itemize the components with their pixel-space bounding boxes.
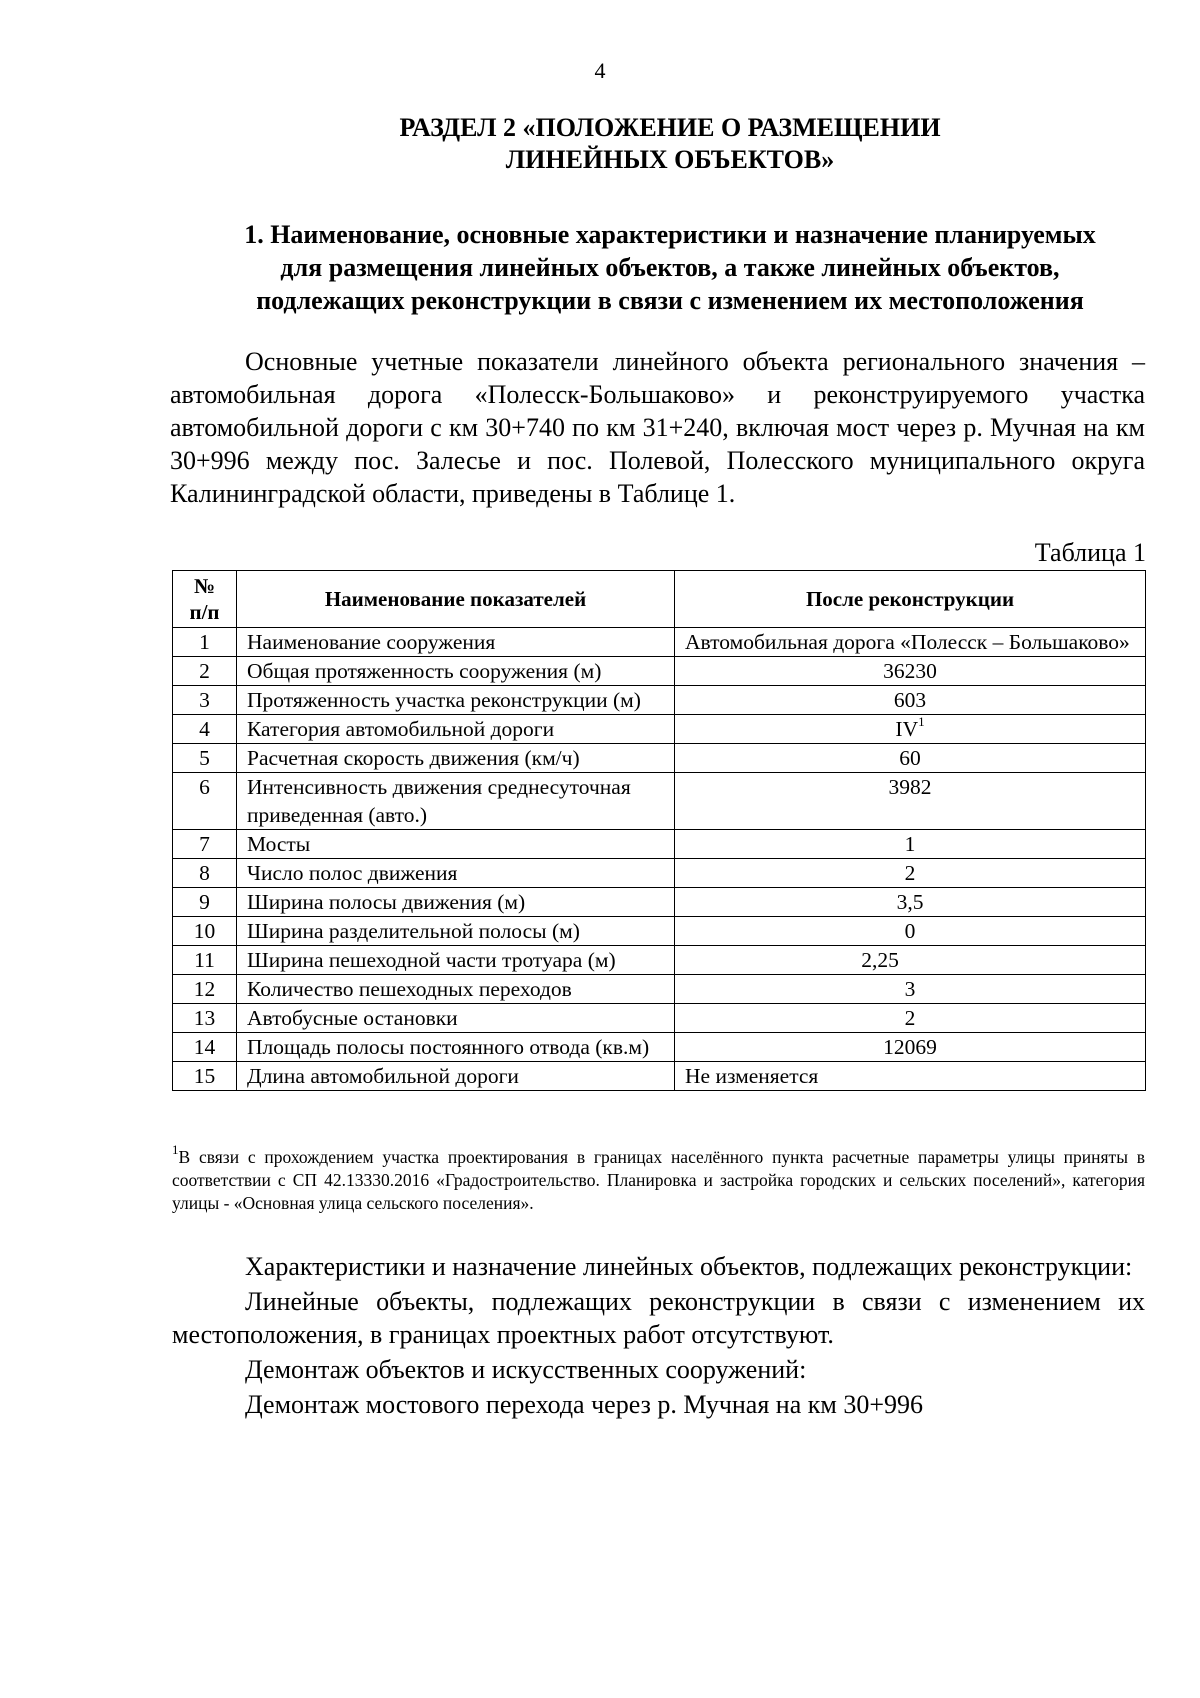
row-name: Длина автомобильной дороги [237, 1062, 675, 1091]
row-number: 9 [173, 888, 237, 917]
row-value-text: IV [895, 717, 919, 741]
header-num-symbol: № [193, 574, 216, 598]
row-number: 12 [173, 975, 237, 1004]
heading-1 [170, 218, 1170, 317]
row-value: 2 [675, 859, 1146, 888]
row-value [675, 715, 1146, 744]
table-row [173, 1033, 1146, 1062]
body-paragraph-3: Демонтаж объектов и искусственных сооружений: [245, 1355, 807, 1384]
page-number: 4 [594, 58, 606, 83]
section-title-line-2: ЛИНЕЙНЫХ ОБЪЕКТОВ» [505, 145, 835, 174]
row-number: 1 [173, 628, 237, 657]
table-row [173, 888, 1146, 917]
table-row [173, 686, 1146, 715]
table-row [173, 917, 1146, 946]
row-name: Количество пешеходных переходов [237, 975, 675, 1004]
intro-paragraph: Основные учетные показатели линейного объекта регионального значения – автомобильная дорога «Полесск-Большаково» и реконструируемого участка автомобильной дороги с км 30+740 по км 31+240, включая мост через р. Мучная на км 30+996 между пос. Залесье и пос. Полевой, Полесского муниципального округа Калининградской области, приведены в Таблице 1. [170, 347, 1145, 508]
heading-line-2: для размещения линейных объектов, а также линейных объектов, [280, 253, 1060, 282]
table-row [173, 657, 1146, 686]
heading-line-1: 1. Наименование, основные характеристики и назначение планируемых [244, 220, 1096, 249]
row-number: 13 [173, 1004, 237, 1033]
row-number: 15 [173, 1062, 237, 1091]
parameters-table [172, 570, 1146, 1091]
row-name: Мосты [237, 830, 675, 859]
body-paragraph-2: Линейные объекты, подлежащих реконструкции в связи с изменением их местоположения, в границах проектных работ отсутствуют. [172, 1287, 1145, 1349]
table-caption: Таблица 1 [1034, 538, 1146, 567]
header-name: Наименование показателей [237, 571, 675, 628]
table-row [173, 1062, 1146, 1091]
header-num-abbr: п/п [189, 600, 220, 624]
footnote-reference: 1 [918, 713, 925, 729]
row-name: Наименование сооружения [237, 628, 675, 657]
row-value: 2 [675, 1004, 1146, 1033]
row-value: 36230 [675, 657, 1146, 686]
row-number: 11 [173, 946, 237, 975]
table-row [173, 1004, 1146, 1033]
body-text [172, 1250, 1145, 1421]
section-title-line-1: РАЗДЕЛ 2 «ПОЛОЖЕНИЕ О РАЗМЕЩЕНИИ [399, 113, 941, 142]
table-row [173, 830, 1146, 859]
row-value: 0 [675, 917, 1146, 946]
row-value: 3,5 [675, 888, 1146, 917]
row-number: 14 [173, 1033, 237, 1062]
row-number: 6 [173, 773, 237, 830]
row-value: Автомобильная дорога «Полесск – Большаково» [675, 628, 1146, 657]
section-title [170, 112, 1170, 176]
row-value: Не изменяется [675, 1062, 1146, 1091]
body-paragraph-1: Характеристики и назначение линейных объектов, подлежащих реконструкции: [245, 1252, 1133, 1281]
table-row [173, 946, 1146, 975]
table-row [173, 715, 1146, 744]
table-body [173, 628, 1146, 1091]
row-name: Площадь полосы постоянного отвода (кв.м) [237, 1033, 675, 1062]
footnote-marker: 1 [172, 1142, 179, 1158]
header-num [173, 571, 237, 628]
row-value: 2,25 [675, 946, 1146, 975]
row-number: 7 [173, 830, 237, 859]
row-value: 3982 [675, 773, 1146, 830]
row-value: 60 [675, 744, 1146, 773]
row-name: Общая протяженность сооружения (м) [237, 657, 675, 686]
row-name: Расчетная скорость движения (км/ч) [237, 744, 675, 773]
row-number: 10 [173, 917, 237, 946]
row-number: 5 [173, 744, 237, 773]
row-number: 8 [173, 859, 237, 888]
row-value: 1 [675, 830, 1146, 859]
footnote [172, 1142, 1145, 1215]
row-name: Ширина полосы движения (м) [237, 888, 675, 917]
heading-line-3: подлежащих реконструкции в связи с изменением их местоположения [256, 286, 1084, 315]
footnote-text: В связи с прохождением участка проектирования в границах населённого пункта расчетные параметры улицы приняты в соответствии с СП 42.13330.2016 «Градостроительство. Планировка и застройка городских и сельских поселений», категория улицы - «Основная улица сельского поселения». [172, 1147, 1145, 1213]
row-name: Автобусные остановки [237, 1004, 675, 1033]
row-name: Ширина пешеходной части тротуара (м) [237, 946, 675, 975]
row-name: Интенсивность движения среднесуточная приведенная (авто.) [237, 773, 675, 830]
row-value: 12069 [675, 1033, 1146, 1062]
body-paragraph-4: Демонтаж мостового перехода через р. Мучная на км 30+996 [245, 1390, 924, 1419]
row-number: 3 [173, 686, 237, 715]
header-value: После реконструкции [675, 571, 1146, 628]
row-value: 603 [675, 686, 1146, 715]
table-header-row [173, 571, 1146, 628]
table-row [173, 859, 1146, 888]
row-number: 4 [173, 715, 237, 744]
row-name: Число полос движения [237, 859, 675, 888]
row-number: 2 [173, 657, 237, 686]
table-row [173, 628, 1146, 657]
row-value: 3 [675, 975, 1146, 1004]
table-row [173, 975, 1146, 1004]
table-row [173, 773, 1146, 830]
table-row [173, 744, 1146, 773]
row-name: Протяженность участка реконструкции (м) [237, 686, 675, 715]
row-name: Ширина разделительной полосы (м) [237, 917, 675, 946]
row-name: Категория автомобильной дороги [237, 715, 675, 744]
